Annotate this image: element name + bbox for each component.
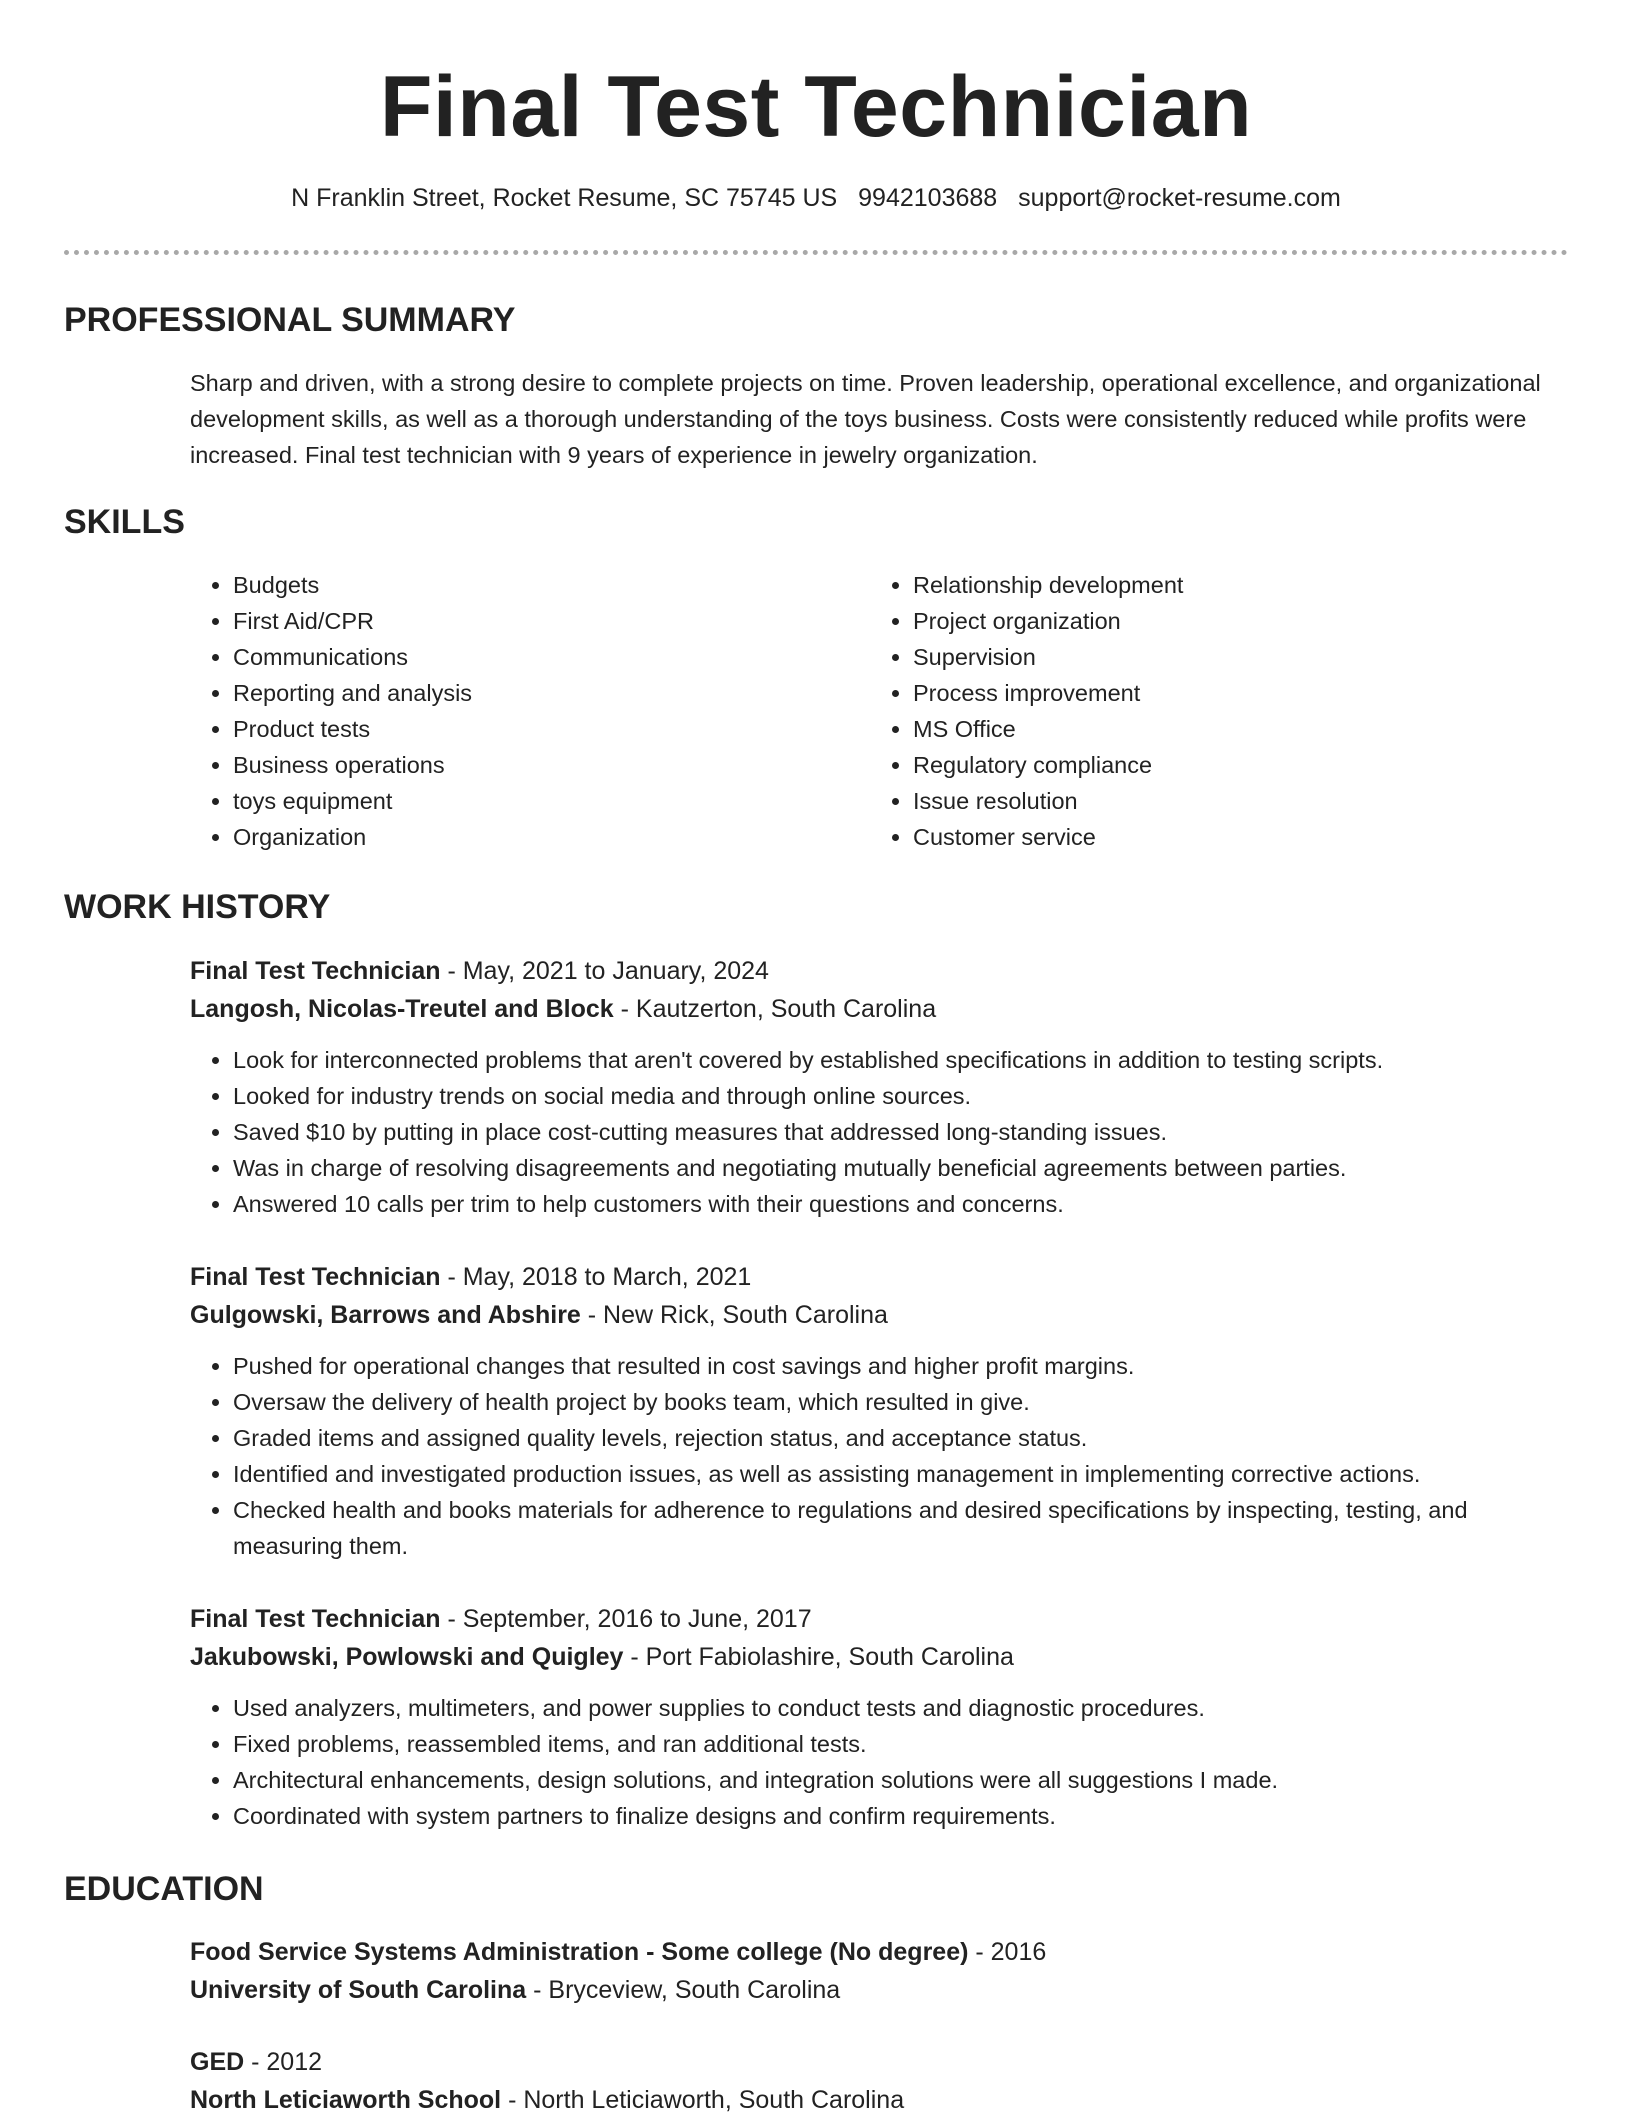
- education-school: North Leticiaworth School: [190, 2086, 502, 2114]
- summary-heading: PROFESSIONAL SUMMARY: [64, 301, 516, 339]
- job-company-line: [190, 1638, 1550, 1676]
- education-degree-line: [190, 1933, 1550, 1971]
- education-degree: Food Service Systems Administration - Some college (No degree): [190, 1938, 969, 1966]
- job-company-line: [190, 1296, 1550, 1334]
- job-dates: - May, 2018 to March, 2021: [440, 1263, 752, 1291]
- job-bullet: • Was in charge of resolving disagreements and negotiating mutually beneficial agreements between parties.: [233, 1150, 1550, 1186]
- skills-list-right: [870, 567, 1473, 855]
- job-bullets: [190, 1348, 1550, 1564]
- job-bullet: • Graded items and assigned quality levels, rejection status, and acceptance status.: [233, 1420, 1550, 1456]
- job-bullet: • Answered 10 calls per trim to help customers with their questions and concerns.: [233, 1186, 1550, 1222]
- job-company: Gulgowski, Barrows and Abshire: [190, 1301, 581, 1329]
- skill-item: • Project organization: [913, 603, 1473, 639]
- job-bullet: • Look for interconnected problems that aren't covered by established specifications in addition to testing scripts.: [233, 1042, 1550, 1078]
- education-entry: [190, 2043, 1550, 2119]
- job-bullet: • Fixed problems, reassembled items, and ran additional tests.: [233, 1726, 1550, 1762]
- education-location: - North Leticiaworth, South Carolina: [501, 2086, 905, 2114]
- resume-name: Final Test Technician: [379, 59, 1253, 155]
- education-location: - Bryceview, South Carolina: [526, 1976, 841, 2004]
- job-dates: - September, 2016 to June, 2017: [440, 1605, 812, 1633]
- education-school-line: [190, 2081, 1550, 2119]
- job-title-line: [190, 1258, 1550, 1296]
- job-bullets: [190, 1042, 1550, 1222]
- job-bullet: • Checked health and books materials for adherence to regulations and desired specifications by inspecting, testing, and measuring them.: [233, 1492, 1550, 1564]
- job-location: - Kautzerton, South Carolina: [613, 995, 937, 1023]
- skills-list-left: [190, 567, 793, 855]
- skill-item: • Process improvement: [913, 675, 1473, 711]
- job-location: - Port Fabiolashire, South Carolina: [623, 1643, 1014, 1671]
- work-heading: WORK HISTORY: [64, 888, 331, 926]
- job-entry: [190, 1258, 1550, 1564]
- job-bullet: • Pushed for operational changes that resulted in cost savings and higher profit margins.: [233, 1348, 1550, 1384]
- skill-item: • Supervision: [913, 639, 1473, 675]
- job-entry: [190, 952, 1550, 1222]
- job-entry: [190, 1600, 1550, 1834]
- contact-line: [0, 181, 1632, 215]
- job-bullet: • Coordinated with system partners to finalize designs and confirm requirements.: [233, 1798, 1550, 1834]
- job-title: Final Test Technician: [190, 1263, 441, 1291]
- education-degree: GED: [190, 2048, 245, 2076]
- education-heading: EDUCATION: [64, 1870, 264, 1908]
- skill-item: • Business operations: [233, 747, 793, 783]
- job-location: - New Rick, South Carolina: [580, 1301, 888, 1329]
- skill-item: • Communications: [233, 639, 793, 675]
- job-company: Jakubowski, Powlowski and Quigley: [190, 1643, 624, 1671]
- education-degree-line: [190, 2043, 1550, 2081]
- job-bullet: • Used analyzers, multimeters, and power supplies to conduct tests and diagnostic procedures.: [233, 1690, 1550, 1726]
- job-bullet: • Saved $10 by putting in place cost-cutting measures that addressed long-standing issues.: [233, 1114, 1550, 1150]
- job-title: Final Test Technician: [190, 957, 441, 985]
- education-entry: [190, 1933, 1550, 2009]
- education-year: - 2016: [968, 1938, 1047, 1966]
- contact-email: support@rocket-resume.com: [1018, 184, 1341, 212]
- skill-item: • Relationship development: [913, 567, 1473, 603]
- skill-item: • Budgets: [233, 567, 793, 603]
- education-school: University of South Carolina: [190, 1976, 527, 2004]
- job-title-line: [190, 952, 1550, 990]
- job-company: Langosh, Nicolas-Treutel and Block: [190, 995, 614, 1023]
- skill-item: • Product tests: [233, 711, 793, 747]
- summary-text: Sharp and driven, with a strong desire to complete projects on time. Proven leadership, operational excellence, and organizational development skills, as well as a thorough understanding of the toys business. Costs were consistently reduced while profits were increased. Final test technician with 9 years of experience in jewelry organization.: [190, 370, 1541, 468]
- job-bullets: [190, 1690, 1550, 1834]
- skill-item: • First Aid/CPR: [233, 603, 793, 639]
- contact-phone: 9942103688: [858, 184, 998, 212]
- skill-item: • Organization: [233, 819, 793, 855]
- job-title: Final Test Technician: [190, 1605, 441, 1633]
- job-bullet: • Looked for industry trends on social media and through online sources.: [233, 1078, 1550, 1114]
- skill-item: • toys equipment: [233, 783, 793, 819]
- header-divider: [64, 250, 1568, 255]
- contact-address: N Franklin Street, Rocket Resume, SC 75745 US: [291, 184, 838, 212]
- skill-item: • MS Office: [913, 711, 1473, 747]
- education-school-line: [190, 1971, 1550, 2009]
- education-year: - 2012: [244, 2048, 323, 2076]
- job-bullet: • Architectural enhancements, design solutions, and integration solutions were all suggestions I made.: [233, 1762, 1550, 1798]
- skills-heading: SKILLS: [64, 503, 185, 541]
- skill-item: • Customer service: [913, 819, 1473, 855]
- job-bullet: • Identified and investigated production issues, as well as assisting management in implementing corrective actions.: [233, 1456, 1550, 1492]
- skill-item: • Regulatory compliance: [913, 747, 1473, 783]
- job-bullet: • Oversaw the delivery of health project by books team, which resulted in give.: [233, 1384, 1550, 1420]
- job-dates: - May, 2021 to January, 2024: [440, 957, 769, 985]
- skill-item: • Reporting and analysis: [233, 675, 793, 711]
- job-title-line: [190, 1600, 1550, 1638]
- job-company-line: [190, 990, 1550, 1028]
- skill-item: • Issue resolution: [913, 783, 1473, 819]
